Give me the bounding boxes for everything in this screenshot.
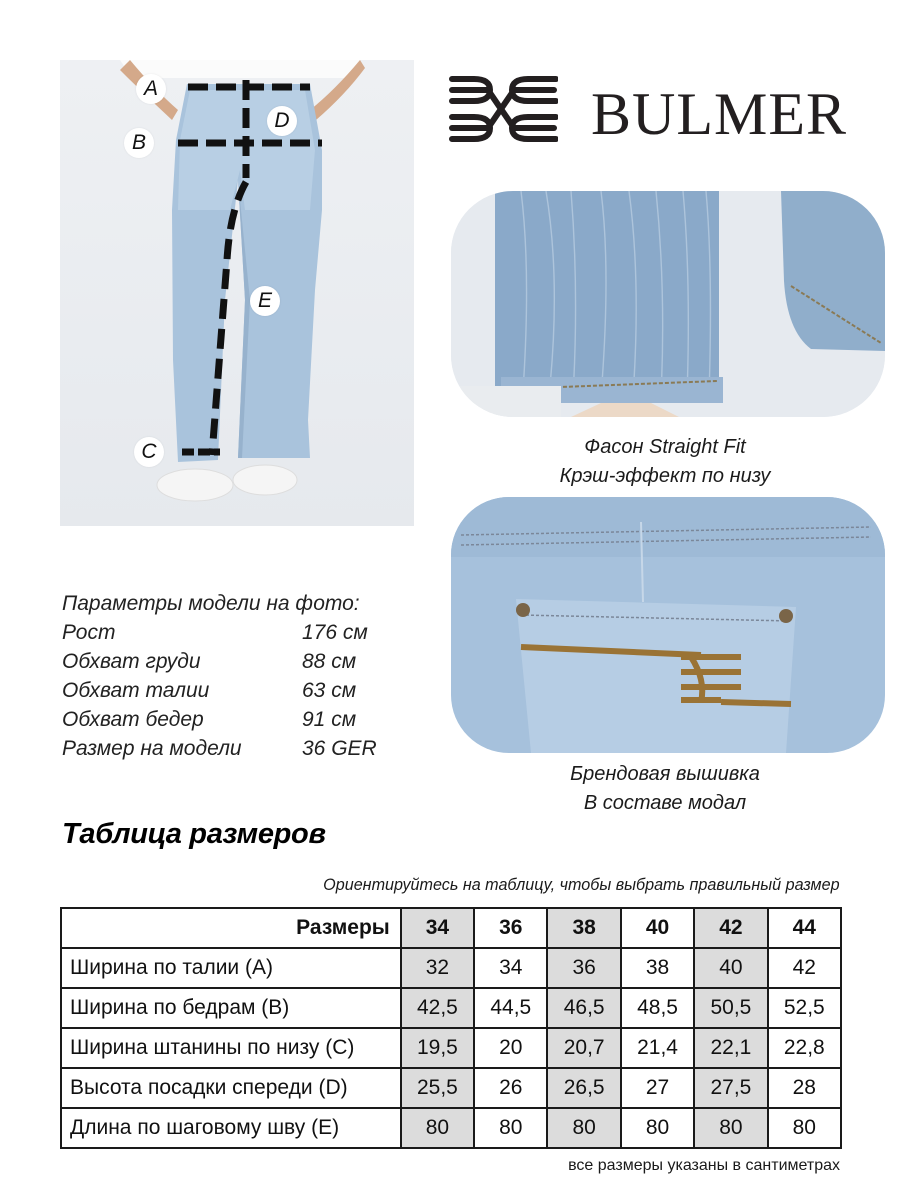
table-cell: 26 (474, 1068, 547, 1108)
table-cell: 19,5 (401, 1028, 474, 1068)
marker-e: E (250, 286, 280, 316)
table-cell: 80 (547, 1108, 620, 1148)
table-cell: 20,7 (547, 1028, 620, 1068)
marker-d: D (267, 106, 297, 136)
size-header-40: 40 (621, 908, 694, 948)
size-header-34: 34 (401, 908, 474, 948)
model-parameters-title: Параметры модели на фото: (62, 592, 360, 615)
table-cell: 80 (621, 1108, 694, 1148)
size-header-36: 36 (474, 908, 547, 948)
param-row-size (62, 734, 377, 763)
marker-a: A (136, 74, 166, 104)
size-header-42: 42 (694, 908, 767, 948)
hem-caption-line-2: Крэш-эффект по низу (559, 465, 771, 487)
param-value: 36 GER (302, 737, 377, 760)
table-cell: 80 (694, 1108, 767, 1148)
table-cell: 25,5 (401, 1068, 474, 1108)
brand-name: BULMER (591, 81, 848, 147)
param-label: Обхват талии (62, 679, 210, 702)
size-header-38: 38 (547, 908, 620, 948)
pocket-caption-line-1: Брендовая вышивка (570, 763, 760, 785)
table-cell: 32 (401, 948, 474, 988)
table-cell: 48,5 (621, 988, 694, 1028)
table-cell: 52,5 (768, 988, 841, 1028)
table-cell: 36 (547, 948, 620, 988)
table-cell: 80 (401, 1108, 474, 1148)
hem-detail-photo (451, 191, 885, 417)
table-cell: 44,5 (474, 988, 547, 1028)
table-cell: 40 (694, 948, 767, 988)
size-table-footnote: все размеры указаны в сантиметрах (568, 1157, 840, 1174)
row-label: Ширина по бедрам (B) (61, 988, 401, 1028)
param-row-height (62, 618, 377, 647)
table-cell: 26,5 (547, 1068, 620, 1108)
table-cell: 42,5 (401, 988, 474, 1028)
param-value: 88 см (302, 650, 357, 673)
table-cell: 34 (474, 948, 547, 988)
param-label: Обхват груди (62, 650, 201, 673)
row-label: Ширина по талии (A) (61, 948, 401, 988)
table-cell: 22,8 (768, 1028, 841, 1068)
row-label: Высота посадки спереди (D) (61, 1068, 401, 1108)
table-cell: 38 (621, 948, 694, 988)
table-cell: 21,4 (621, 1028, 694, 1068)
row-label: Длина по шаговому шву (E) (61, 1108, 401, 1148)
model-photo (60, 60, 414, 526)
hem-caption (500, 433, 830, 491)
model-parameters (62, 589, 377, 763)
table-cell: 22,1 (694, 1028, 767, 1068)
table-cell: 28 (768, 1068, 841, 1108)
size-table-title: Таблица размеров (62, 818, 326, 850)
param-row-chest (62, 647, 377, 676)
table-row (61, 1028, 841, 1068)
param-row-hips (62, 705, 377, 734)
table-cell: 46,5 (547, 988, 620, 1028)
row-label: Ширина штанины по низу (C) (61, 1028, 401, 1068)
table-cell: 80 (768, 1108, 841, 1148)
param-label: Размер на модели (62, 737, 242, 760)
table-cell: 27,5 (694, 1068, 767, 1108)
size-table-header-row (61, 908, 841, 948)
param-label: Рост (62, 621, 116, 644)
brand-logo (448, 74, 888, 154)
param-row-waist (62, 676, 377, 705)
param-label: Обхват бедер (62, 708, 204, 731)
table-cell: 42 (768, 948, 841, 988)
marker-c: C (134, 437, 164, 467)
bulmer-monogram-icon (448, 74, 558, 144)
size-table (60, 907, 842, 1149)
pocket-caption (500, 760, 830, 818)
pocket-detail-photo (451, 497, 885, 753)
hem-detail-illustration (451, 191, 885, 417)
table-cell: 50,5 (694, 988, 767, 1028)
table-row (61, 1108, 841, 1148)
marker-b: B (124, 128, 154, 158)
pocket-detail-illustration (451, 497, 885, 753)
table-cell: 27 (621, 1068, 694, 1108)
header-label: Размеры (61, 908, 401, 948)
size-header-44: 44 (768, 908, 841, 948)
param-value: 63 см (302, 679, 357, 702)
hem-caption-line-1: Фасон Straight Fit (584, 436, 746, 458)
table-row (61, 948, 841, 988)
jeans-illustration (60, 60, 414, 526)
pocket-caption-line-2: В составе модал (583, 792, 747, 814)
size-table-hint: Ориентируйтесь на таблицу, чтобы выбрать правильный размер (323, 875, 840, 894)
table-cell: 20 (474, 1028, 547, 1068)
param-value: 176 см (302, 621, 368, 644)
table-row (61, 1068, 841, 1108)
param-value: 91 см (302, 708, 357, 731)
table-row (61, 988, 841, 1028)
table-cell: 80 (474, 1108, 547, 1148)
